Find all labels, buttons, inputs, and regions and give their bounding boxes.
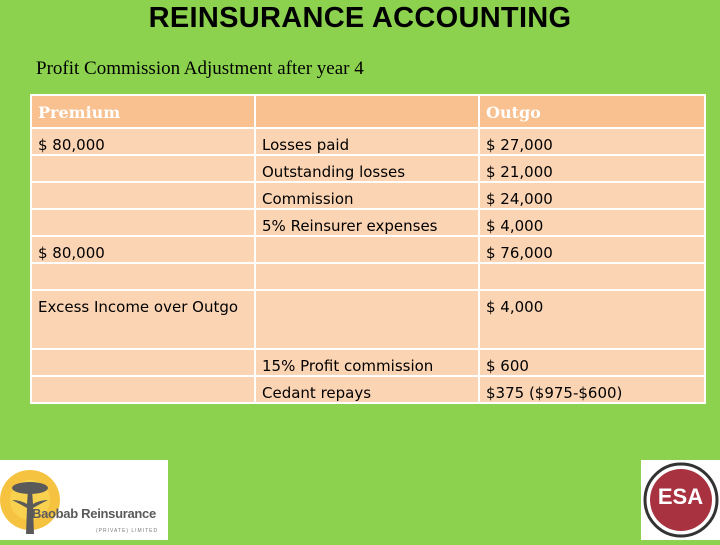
- baobab-logo-subtext: (PRIVATE) LIMITED: [96, 528, 159, 534]
- table-row: [31, 376, 705, 403]
- table-cell: $ 24,000: [479, 182, 705, 209]
- table-cell: $ 80,000: [31, 236, 255, 263]
- table-row: [31, 290, 705, 349]
- table-cell: $ 4,000: [479, 290, 705, 349]
- baobab-logo-text: Baobab Reinsurance: [32, 506, 156, 521]
- table-cell: [31, 376, 255, 403]
- esa-logo-text: ESA: [657, 484, 704, 509]
- page-title: REINSURANCE ACCOUNTING: [148, 2, 572, 34]
- accounting-table: [30, 94, 706, 404]
- table-cell: Losses paid: [255, 128, 479, 155]
- table-cell: [255, 290, 479, 349]
- table-row: [31, 209, 705, 236]
- table-row: [31, 182, 705, 209]
- table-cell: Cedant repays: [255, 376, 479, 403]
- table-cell: $375 ($975-$600): [479, 376, 705, 403]
- table-cell: [255, 236, 479, 263]
- table-row: [31, 95, 705, 128]
- table-cell: 5% Reinsurer expenses: [255, 209, 479, 236]
- table-cell: Outstanding losses: [255, 155, 479, 182]
- table-cell: $ 600: [479, 349, 705, 376]
- table-cell: $ 80,000: [31, 128, 255, 155]
- table-cell: $ 21,000: [479, 155, 705, 182]
- header-cell-outgo: Outgo: [479, 95, 705, 128]
- table-row: [31, 349, 705, 376]
- table-cell: $ 27,000: [479, 128, 705, 155]
- table-cell: $ 4,000: [479, 209, 705, 236]
- header-cell-blank: [255, 95, 479, 128]
- table-cell: Excess Income over Outgo: [31, 290, 255, 349]
- table-cell: [31, 155, 255, 182]
- header-cell-premium: Premium: [31, 95, 255, 128]
- table-row: [31, 263, 705, 290]
- table-row: [31, 128, 705, 155]
- table-cell: [31, 349, 255, 376]
- table-cell: Commission: [255, 182, 479, 209]
- esa-logo: [641, 460, 720, 540]
- table-cell: [255, 263, 479, 290]
- baobab-logo: [0, 460, 168, 540]
- table-cell: [31, 209, 255, 236]
- page-subtitle: Profit Commission Adjustment after year 4: [36, 58, 364, 79]
- table-cell: 15% Profit commission: [255, 349, 479, 376]
- table-row: [31, 236, 705, 263]
- table-cell: $ 76,000: [479, 236, 705, 263]
- table-cell: [479, 263, 705, 290]
- table-cell: [31, 182, 255, 209]
- table-row: [31, 155, 705, 182]
- table-cell: [31, 263, 255, 290]
